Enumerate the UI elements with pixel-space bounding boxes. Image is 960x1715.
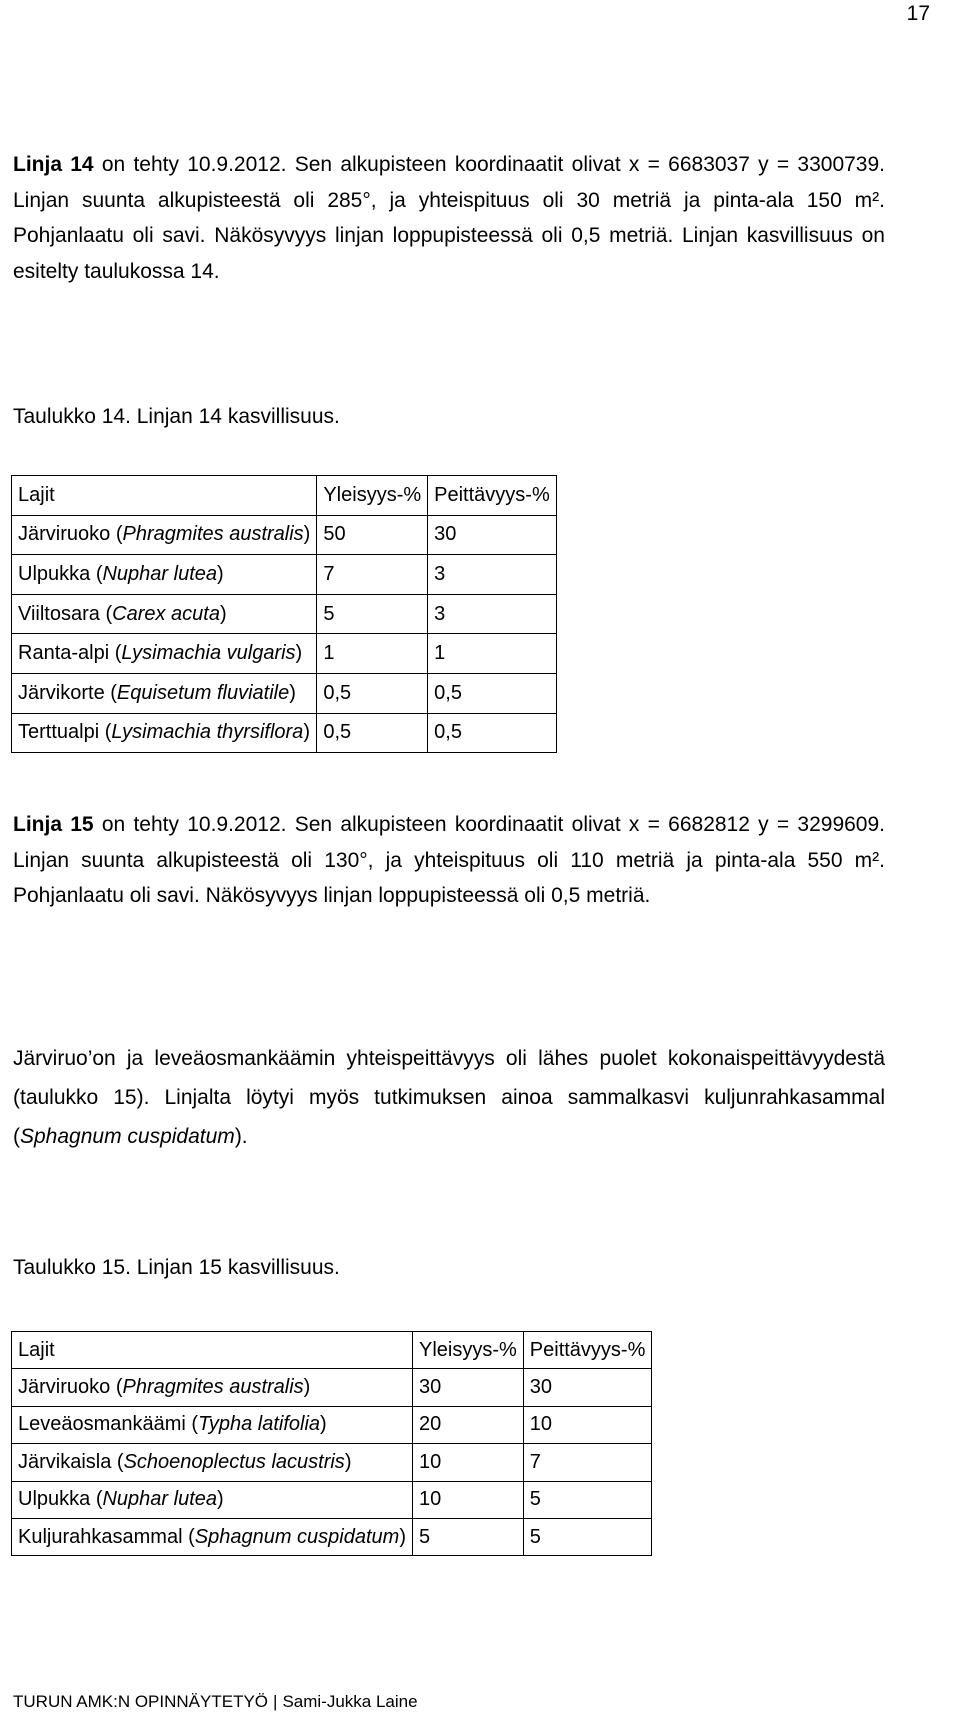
header-frequency: Yleisyys-%: [317, 476, 428, 516]
header-frequency: Yleisyys-%: [412, 1332, 523, 1369]
cell-species: Leveäosmankäämi (Typha latifolia): [12, 1406, 413, 1443]
line-15-text: on tehty 10.9.2012. Sen alkupisteen koordinaatit olivat x = 6682812 y = 3299609. Linjan suunta alkupisteestä oli 130°, ja yhteispituus oli 110 metriä ja pinta-ala 550 m². Pohjanlaatu oli savi. Näkösyvyys linjan loppupisteessä oli 0,5 metriä.: [13, 813, 885, 907]
species-latin: Sphagnum cuspidatum: [194, 1525, 400, 1548]
table-row: [12, 1444, 652, 1481]
cell-coverage: 7: [523, 1444, 652, 1481]
table-row: [12, 673, 557, 713]
line-15-lead: Linja 15: [13, 813, 94, 836]
species-name: Järviruoko: [18, 523, 111, 546]
table-row: [12, 594, 557, 634]
species-name: Järvikaisla: [18, 1450, 112, 1473]
line-14-paragraph: [13, 147, 885, 289]
cell-frequency: 5: [412, 1518, 523, 1555]
table-14: [11, 475, 557, 753]
cell-species: Järvikaisla (Schoenoplectus lacustris): [12, 1444, 413, 1481]
species-latin: Phragmites australis: [122, 1376, 304, 1399]
header-coverage: Peittävyys-%: [523, 1332, 652, 1369]
cell-coverage: 30: [428, 515, 557, 555]
species-latin: Nuphar lutea: [102, 1488, 218, 1511]
cell-frequency: 20: [412, 1406, 523, 1443]
species-latin: Typha latifolia: [198, 1413, 321, 1436]
cell-species: Ranta-alpi (Lysimachia vulgaris): [12, 634, 317, 674]
table-row: [12, 1481, 652, 1518]
species-latin: Carex acuta: [112, 602, 220, 625]
species-latin: Equisetum fluviatile: [116, 681, 290, 704]
line-15-para2-post: ).: [234, 1125, 248, 1148]
cell-species: Terttualpi (Lysimachia thyrsiflora): [12, 713, 317, 753]
species-name: Ranta-alpi: [18, 642, 110, 665]
species-latin: Phragmites australis: [122, 523, 304, 546]
line-14-text: on tehty 10.9.2012. Sen alkupisteen koordinaatit olivat x = 6683037 y = 3300739. Linjan suunta alkupisteestä oli 285°, ja yhteispituus oli 30 metriä ja pinta-ala 150 m². Pohjanlaatu oli savi. Näkösyvyys linjan loppupisteessä oli 0,5 metriä. Linjan kasvillisuus on esitelty taulukossa 14.: [13, 153, 885, 283]
cell-species: Viiltosara (Carex acuta): [12, 594, 317, 634]
table-row: [12, 555, 557, 595]
cell-frequency: 10: [412, 1444, 523, 1481]
footer-separator: |: [273, 1692, 278, 1711]
cell-coverage: 30: [523, 1369, 652, 1406]
species-latin: Schoenoplectus lacustris: [123, 1450, 345, 1473]
cell-coverage: 3: [428, 594, 557, 634]
species-name: Kuljurahkasammal: [18, 1525, 183, 1548]
footer-author: Sami-Jukka Laine: [282, 1692, 418, 1711]
cell-frequency: 0,5: [317, 673, 428, 713]
cell-species: Järviruoko (Phragmites australis): [12, 515, 317, 555]
footer: [13, 1692, 418, 1712]
species-name: Terttualpi: [18, 721, 100, 744]
species-name: Leveäosmankäämi: [18, 1413, 186, 1436]
species-name: Ulpukka: [18, 562, 91, 585]
line-14-lead: Linja 14: [13, 153, 94, 176]
line-15-paragraph-2: [13, 1039, 885, 1156]
cell-coverage: 5: [523, 1518, 652, 1555]
header-species: Lajit: [12, 476, 317, 516]
table-row: [12, 1406, 652, 1443]
line-15-para2-pre: Järviruo’on ja leveäosmankäämin yhteispeittävyys oli lähes puolet kokonaispeittävyydestä (taulukko 15). Linjalta löytyi myös tutkimuksen ainoa sammalkasvi kuljunrahkasammal (: [13, 1047, 885, 1148]
cell-species: Järviruoko (Phragmites australis): [12, 1369, 413, 1406]
table-row: [12, 713, 557, 753]
species-latin: Lysimachia vulgaris: [121, 642, 296, 665]
species-name: Viiltosara: [18, 602, 100, 625]
cell-species: Ulpukka (Nuphar lutea): [12, 1481, 413, 1518]
table-row: [12, 1518, 652, 1555]
cell-frequency: 10: [412, 1481, 523, 1518]
table-header-row: [12, 476, 557, 516]
cell-frequency: 50: [317, 515, 428, 555]
table-row: [12, 634, 557, 674]
cell-coverage: 1: [428, 634, 557, 674]
species-name: Järvikorte: [18, 681, 105, 704]
line-15-paragraph: [13, 807, 885, 914]
species-name: Ulpukka: [18, 1488, 91, 1511]
table-14-caption: Taulukko 14. Linjan 14 kasvillisuus.: [13, 405, 340, 428]
cell-frequency: 0,5: [317, 713, 428, 753]
header-coverage: Peittävyys-%: [428, 476, 557, 516]
table-15: [11, 1331, 652, 1556]
cell-species: Kuljurahkasammal (Sphagnum cuspidatum): [12, 1518, 413, 1555]
header-species: Lajit: [12, 1332, 413, 1369]
species-latin: Lysimachia thyrsiflora: [111, 721, 304, 744]
line-15-para2-italic: Sphagnum cuspidatum: [20, 1125, 235, 1148]
cell-coverage: 0,5: [428, 673, 557, 713]
page-number: 17: [906, 2, 930, 25]
cell-coverage: 3: [428, 555, 557, 595]
table-15-caption: Taulukko 15. Linjan 15 kasvillisuus.: [13, 1256, 340, 1279]
footer-institution: TURUN AMK:N OPINNÄYTETYÖ: [13, 1692, 269, 1711]
table-header-row: [12, 1332, 652, 1369]
species-latin: Nuphar lutea: [102, 562, 218, 585]
cell-species: Järvikorte (Equisetum fluviatile): [12, 673, 317, 713]
cell-frequency: 1: [317, 634, 428, 674]
cell-coverage: 5: [523, 1481, 652, 1518]
cell-coverage: 10: [523, 1406, 652, 1443]
species-name: Järviruoko: [18, 1376, 111, 1399]
cell-frequency: 7: [317, 555, 428, 595]
cell-frequency: 5: [317, 594, 428, 634]
cell-species: Ulpukka (Nuphar lutea): [12, 555, 317, 595]
cell-coverage: 0,5: [428, 713, 557, 753]
table-row: [12, 515, 557, 555]
table-row: [12, 1369, 652, 1406]
cell-frequency: 30: [412, 1369, 523, 1406]
